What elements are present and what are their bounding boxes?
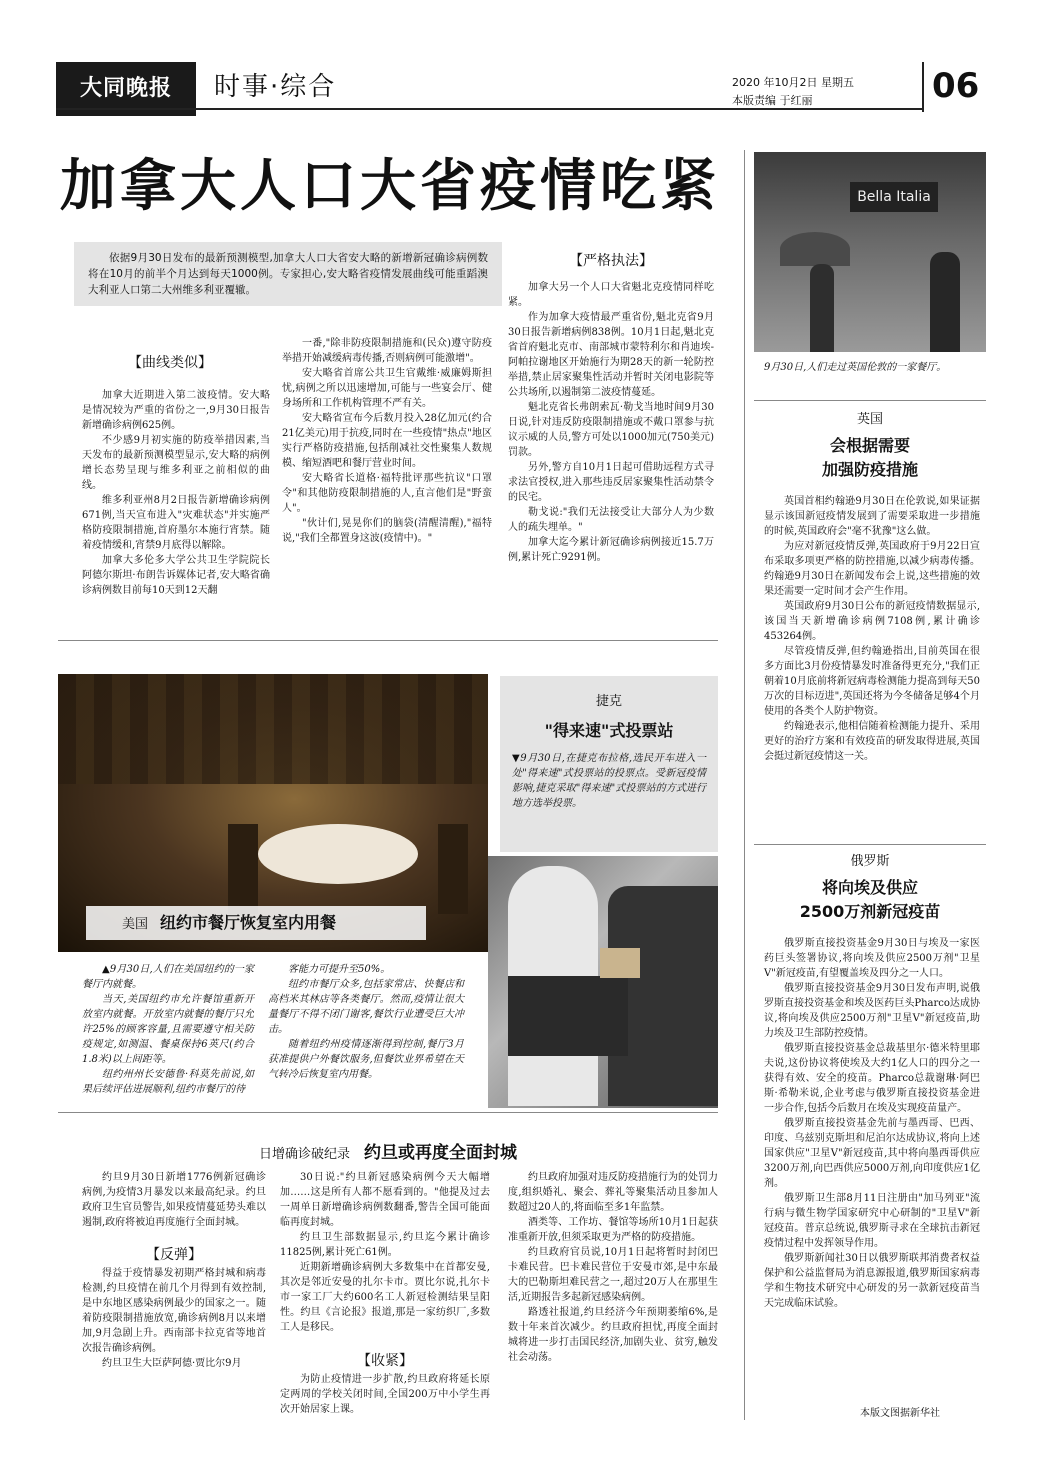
paragraph: 客能力可提升至50%。 — [288, 964, 391, 975]
nyc-photo-banner — [86, 906, 426, 940]
umbrella-shape — [780, 232, 850, 266]
paragraph: "伙计们,晃晃你们的脑袋(清醒清醒),"福特说,"我们全都置身这波(疫情中)。" — [282, 518, 492, 544]
drive-through-voting-photo — [488, 856, 718, 1108]
banner-country: 美国 — [122, 917, 149, 932]
paragraph: 安大略省宣布今后数月投入28亿加元(约合21亿美元)用于抗疫,同时在一些疫情"热点"地区实行严格防疫措施,包括削减社交性聚集人数规模、缩短酒吧和餐厅营业时间。 — [282, 413, 492, 469]
czech-box — [500, 676, 718, 852]
paragraph: 俄罗斯卫生部8月11日注册由"加马列亚"流行病与微生物学国家研究中心研制的"卫星V"新冠疫苗。普京总统说,俄罗斯寻求在全球抗击新冠疫情过程中发挥领导作用。 — [764, 1193, 980, 1249]
section-title: 时事·综合 — [214, 72, 337, 102]
nyc-caption-col1 — [82, 962, 254, 1097]
chair-shape — [438, 824, 468, 914]
paragraph: 路透社报道,约旦经济今年预期萎缩6%,是数十年来首次减少。约旦政府担忧,再度全面封城将进一步打击国民经济,加剧失业、贫穷,触发社会动荡。 — [508, 1307, 718, 1363]
photo-credit: 本版文图据新华社 — [860, 1408, 940, 1419]
main-headline: 加拿大人口大省疫情吃紧 — [60, 154, 720, 219]
ballot-box-shape — [508, 976, 628, 1056]
jordan-column-1 — [82, 1170, 266, 1230]
column-divider — [744, 150, 745, 1420]
issue-date: 2020 年10月2日 星期五 — [732, 76, 854, 89]
page-number: 06 — [932, 66, 980, 106]
czech-title: "得来速"式投票站 — [544, 721, 674, 740]
uk-title: 会根据需要 加强防疫措施 — [821, 436, 918, 479]
envelope-shape — [600, 948, 640, 978]
header-divider — [922, 62, 924, 112]
subhead-tighten: 【收紧】 — [357, 1353, 413, 1369]
paragraph: 酒类等、工作坊、餐馆等场所10月1日起获准重新开放,但须采取更为严格的防疫措施。 — [508, 1217, 718, 1243]
paragraph: 英国首相约翰逊9月30日在伦敦说,如果证据显示该国新冠疫情发展到了需要采取进一步措施的时候,英国政府会"毫不犹豫"这么做。 — [764, 496, 980, 537]
banner-title: 纽约市餐厅恢复室内用餐 — [160, 913, 337, 932]
paragraph: 加拿大迄今累计新冠确诊病例接近15.7万例,累计死亡9291例。 — [508, 537, 714, 563]
jordan-column-3 — [508, 1170, 718, 1365]
paragraph: 纽约州州长安德鲁·科莫先前说,如果后续评估进展顺利,纽约市餐厅的待 — [82, 1069, 254, 1095]
paragraph: 30日说:"约旦新冠感染病例今天大幅增加……这是所有人都不愿看到的。"他提及过去一周单日新增确诊病例数翻番,警告全国可能面临再度封城。 — [280, 1172, 490, 1228]
london-restaurant-photo — [754, 152, 986, 352]
london-photo-caption: 9月30日,人们走过英国伦敦的一家餐厅。 — [764, 362, 947, 373]
paragraph: 随着纽约州疫情逐渐得到控制,餐厅3月获准提供户外餐饮服务,但餐饮业界希望在天气转冷后恢复室内用餐。 — [268, 1039, 464, 1080]
subhead-curve: 【曲线类似】 — [128, 355, 212, 371]
paragraph: 约旦9月30日新增1776例新冠确诊病例,为疫情3月暴发以来最高纪录。约旦政府卫生官员警告,如果疫情蔓延势头难以遏制,政府将被迫再度施行全面封城。 — [82, 1172, 266, 1228]
paragraph: 得益于疫情暴发初期严格封城和病毒检测,约旦疫情在前几个月得到有效控制,是中东地区感染病例最少的国家之一。随着防疫限制措施放宽,确诊病例8月以来增加,9月急剧上升。西南部卡拉克省等地首次报告确诊病例。 — [82, 1268, 266, 1354]
paragraph: 另外,警方自10月1日起可借助远程方式寻求法官授权,进入那些违反居家聚集性活动禁令的民宅。 — [508, 462, 714, 503]
section-divider — [58, 640, 718, 641]
paragraph: 作为加拿大疫情最严重省份,魁北克省9月30日报告新增病例838例。10月1日起,魁北克省首府魁北克市、南部城市蒙特利尔和肖迪埃-阿帕拉谢地区开始施行为期28天的新一轮防控举措,禁止居家聚集性活动并暂时关闭电影院等公共场所,以遏制第二波疫情蔓延。 — [508, 312, 714, 398]
paragraph: 当天,美国纽约市允许餐馆重新开放室内就餐。开放室内就餐的餐厅只允许25%的顾客容量,且需要遵守相关防疫规定,如测温、餐桌保持6英尺(约合1.8米)以上间距等。 — [82, 994, 254, 1065]
dining-table — [258, 824, 418, 884]
czech-caption: ▼9月30日,在捷克布拉格,选民开车进入一处"得来速"式投票站的投票点。受新冠疫情影响,捷克采取"得来速"式投票站的方式进行地方选举投票。 — [512, 753, 706, 809]
header-rule — [56, 108, 922, 110]
paragraph: 约翰逊表示,他相信随着检测能力提升、采用更好的治疗方案和有效疫苗的研发取得进展,英国会挺过新冠疫情这一关。 — [764, 721, 980, 762]
subhead-enforcement: 【严格执法】 — [569, 253, 653, 269]
paragraph: 近期新增确诊病例大多数集中在首都安曼,其次是邻近安曼的扎尔卡市。贾比尔说,扎尔卡市一家工厂大约600名工人新冠检测结果呈阳性。约旦《言论报》报道,那是一家纺织厂,多数工人是移民。 — [280, 1262, 490, 1333]
paragraph: 尽管疫情反弹,但约翰逊指出,目前英国在很多方面比3月份疫情暴发时准备得更充分,"我们正朝着10月底前将新冠病毒检测能力提高到每天50万次的目标迈进",英国还将为今冬储备足够4个月使用的各类个人防护物资。 — [764, 646, 980, 717]
paragraph: 约旦政府加强对违反防疫措施行为的处罚力度,组织婚礼、聚会、葬礼等聚集活动且参加人数超过20人的,将面临至多1年监禁。 — [508, 1172, 718, 1213]
paragraph: 约旦卫生部数据显示,约旦迄今累计确诊11825例,累计死亡61例。 — [280, 1232, 490, 1258]
czech-country-label: 捷克 — [595, 694, 622, 709]
section-divider — [754, 400, 986, 401]
section-divider — [58, 1112, 718, 1113]
jordan-headline-pre: 日增确诊破纪录 — [258, 1147, 350, 1162]
pedestrian-shape — [930, 252, 960, 352]
section-divider — [754, 844, 986, 845]
photo-sign: Bella Italia — [850, 182, 938, 212]
russia-title: 将向埃及供应 2500万剂新冠疫苗 — [799, 878, 941, 921]
logo-text: 大同晚报 — [79, 76, 172, 101]
paragraph: 加拿大另一个人口大省魁北克疫情同样吃紧。 — [508, 282, 714, 308]
paragraph: 加拿大多伦多大学公共卫生学院院长阿德尔斯坦·布朗告诉媒体记者,安大略省确诊病例数目前每10天到12天翻 — [82, 555, 270, 596]
paragraph: 俄罗斯直接投资基金总裁基里尔·德米特里耶夫说,这份协议将使埃及大约1亿人口的四分之一获得有效、安全的疫苗。Pharco总裁谢琳·阿巴斯·希勒米说,企业考虑与俄罗斯直接投资基金进一步合作,包括今后数月在埃及实现疫苗量产。 — [764, 1043, 980, 1114]
jordan-headline — [58, 1138, 718, 1163]
pedestrian-shape — [810, 264, 834, 352]
paragraph: 安大略省首席公共卫生官戴维·威廉姆斯担忧,病例之所以迅速增加,可能与一些宴会厅、健身场所和工作机构管理不严有关。 — [282, 368, 492, 409]
paragraph: 俄罗斯直接投资基金先前与墨西哥、巴西、印度、乌兹别克斯坦和尼泊尔达成协议,将向上述国家供应"卫星V"新冠疫苗,其中将向墨西哥供应3200万剂,向巴西供应5000万剂,向印度供应1亿剂。 — [764, 1118, 980, 1189]
paragraph: 纽约市餐厅众多,包括家常店、快餐店和高档米其林店等各类餐厅。然而,疫情让很大量餐厅不得不闭门谢客,餐饮行业遭受巨大冲击。 — [268, 979, 464, 1035]
paragraph: 为应对新冠疫情反弹,英国政府于9月22日宣布采取多项更严格的防控措施,以减少病毒传播。约翰逊9月30日在新闻发布会上说,这些措施的效果还需要一定时间才会产生作用。 — [764, 541, 980, 597]
lead-paragraph: 依据9月30日发布的最新预测模型,加拿大人口大省安大略的新增新冠确诊病例数将在10月的前半个月达到每天1000例。专家担心,安大略省疫情发展曲线可能重蹈澳大利亚人口第二大州维多利亚覆辙。 — [74, 242, 502, 306]
main-column-2 — [282, 336, 492, 546]
main-column-3 — [508, 280, 714, 565]
jordan-column-2b — [280, 1372, 490, 1417]
nyc-caption-col2 — [268, 962, 464, 1082]
issue-editor: 本版责编 于红丽 — [732, 94, 813, 107]
paragraph: 俄罗斯直接投资基金9月30日与埃及一家医药巨头签署协议,将向埃及供应2500万剂"卫星V"新冠疫苗,有望覆盖埃及四分之一人口。 — [764, 938, 980, 979]
paragraph: 俄罗斯直接投资基金9月30日发布声明,说俄罗斯直接投资基金和埃及医药巨头Pharco达成协议,将向埃及供应2500万剂"卫星V"新冠疫苗,助力埃及卫生部防控疫情。 — [764, 983, 980, 1039]
jordan-headline-main: 约旦或再度全面封城 — [364, 1143, 517, 1163]
paragraph: ▲9月30日,人们在美国纽约的一家餐厅内就餐。 — [82, 964, 254, 990]
paragraph: 加拿大近期进入第二波疫情。安大略是情况较为严重的省份之一,9月30日报告新增确诊病例625例。 — [82, 390, 270, 431]
paragraph: 不少感9月初实施的防疫举措因素,当天发布的最新预测模型显示,安大略的病例增长态势呈现与维多利亚之前相似的曲线。 — [82, 435, 270, 491]
russia-story — [764, 936, 980, 1311]
paragraph: 安大略省长道格·福特批评那些抗议"口罩令"和其他防疫限制措施的人,直言他们是"野蛮人"。 — [282, 473, 492, 514]
paragraph: 英国政府9月30日公布的新冠疫情数据显示,该国当天新增确诊病例7108例,累计确诊453264例。 — [764, 601, 980, 642]
paragraph: 俄罗斯新闻社30日以俄罗斯联邦消费者权益保护和公益监督局为消息源报道,俄罗斯国家病毒学和生物技术研究中心研发的另一款新冠疫苗当天完成临床试验。 — [764, 1253, 980, 1309]
paragraph: 维多利亚州8月2日报告新增确诊病例671例,当天宣布进入"灾难状态"并实施严格防疫限制措施,首府墨尔本施行宵禁。随着疫情缓和,宵禁9月底得以解除。 — [82, 495, 270, 551]
jordan-column-1b — [82, 1266, 266, 1371]
chair-shape — [228, 824, 258, 914]
subhead-rebound: 【反弹】 — [146, 1247, 202, 1263]
paragraph: 勒戈说:"我们无法接受让大部分人为少数人的疏失埋单。" — [508, 507, 714, 533]
paragraph: 为防止疫情进一步扩散,约旦政府将延长原定两周的学校关闭时间,全国200万中小学生再次开始居家上课。 — [280, 1374, 490, 1415]
russia-country-label: 俄罗斯 — [850, 854, 890, 869]
paragraph: 一番,"除非防疫限制措施和(民众)遵守防疫举措开始减缓病毒传播,否则病例可能激增"。 — [282, 338, 492, 364]
main-column-1 — [82, 388, 270, 598]
jordan-column-2 — [280, 1170, 490, 1335]
paragraph: 魁北克省长弗朗索瓦·勒戈当地时间9月30日说,针对违反防疫限制措施或不戴口罩参与抗议示威的人员,警方可处以1000加元(750美元)罚款。 — [508, 402, 714, 458]
uk-country-label: 英国 — [856, 412, 883, 427]
uk-story — [764, 494, 980, 764]
photo-wall — [58, 674, 488, 784]
paragraph: 约旦政府官员说,10月1日起将暂时封闭巴卡难民营。巴卡难民营位于安曼市郊,是中东最大的巴勒斯坦难民营之一,超过20万人在那里生活,近期报告多起新冠感染病例。 — [508, 1247, 718, 1303]
paragraph: 约旦卫生大臣萨阿德·贾比尔9月 — [102, 1358, 242, 1369]
